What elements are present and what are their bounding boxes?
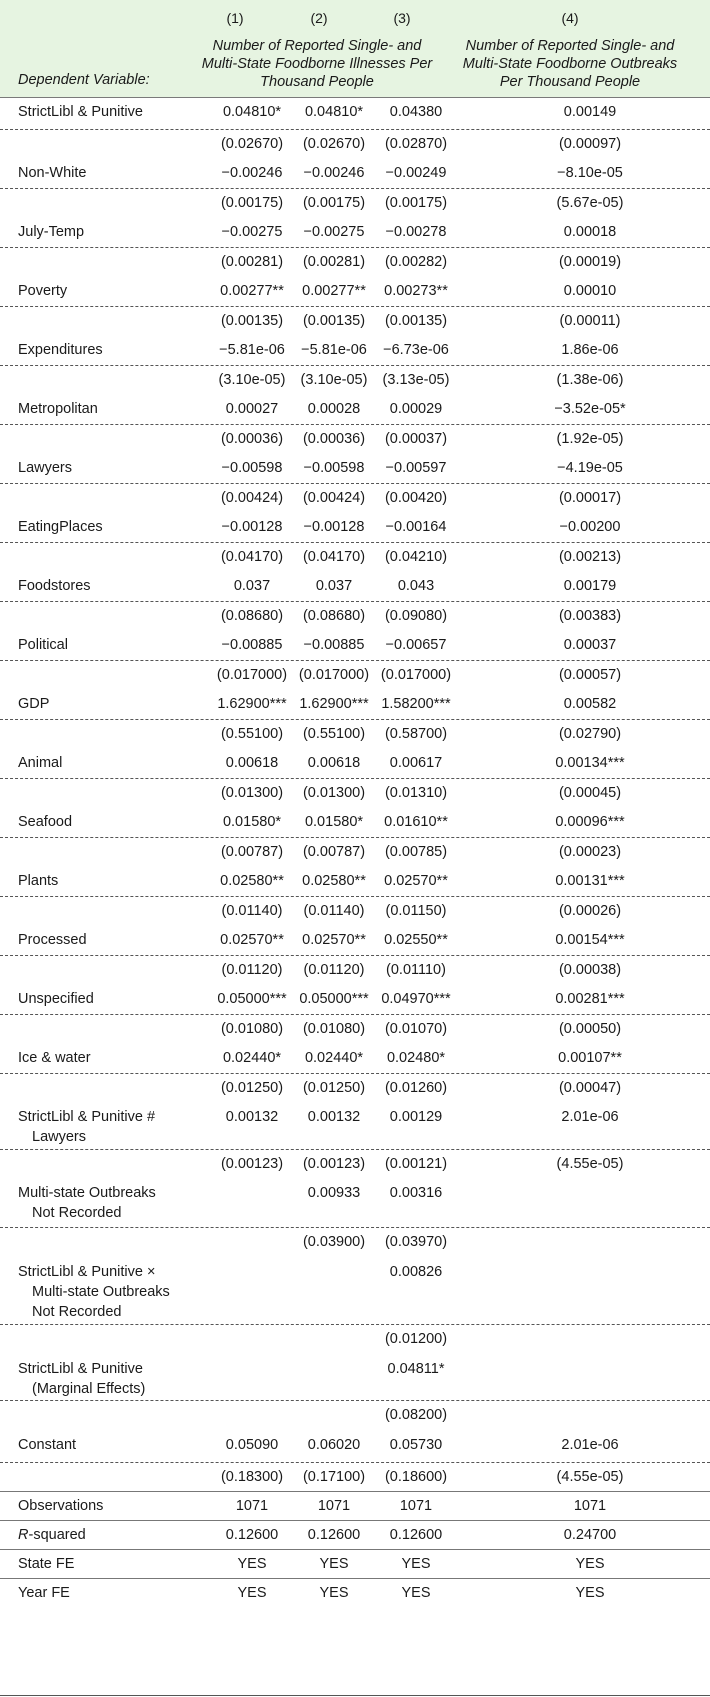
cell-col-4: 0.24700 [563, 1527, 617, 1543]
cell-col-1: 1071 [235, 1498, 269, 1514]
cell-col-4: 0.00134*** [555, 755, 625, 771]
row-label [18, 102, 143, 122]
cell-col-4: YES [575, 1556, 605, 1572]
cell-col-1: 0.02580** [220, 873, 284, 889]
cell-col-4: (0.00038) [558, 962, 622, 978]
row-label-line: Unspecified [18, 991, 94, 1007]
cell-col-3: (0.00785) [384, 844, 448, 860]
row-label-line: Ice & water [18, 1050, 91, 1066]
table-row [0, 1178, 710, 1228]
cell-col-4: 0.00037 [563, 637, 617, 653]
cell-col-1: (0.01080) [220, 1021, 284, 1037]
cell-col-4: 0.00107** [558, 1050, 622, 1066]
cell-col-4: 2.01e-06 [561, 1437, 619, 1453]
cell-col-1: (0.00175) [220, 195, 284, 211]
row-label [18, 163, 87, 183]
cell-col-1: (0.01140) [221, 903, 283, 919]
cell-col-2: (0.017000) [298, 667, 370, 683]
cell-col-3: 0.00029 [389, 401, 443, 417]
cell-col-2: −0.00128 [303, 519, 365, 535]
cell-col-2: (0.01080) [302, 1021, 366, 1037]
cell-col-1: (0.00135) [220, 313, 284, 329]
row-label-line: Political [18, 637, 68, 653]
table-row [0, 866, 710, 897]
cell-col-1: YES [237, 1556, 267, 1572]
se-row [0, 1149, 710, 1178]
row-label-line: Poverty [18, 283, 68, 299]
cell-col-2: (0.02670) [302, 136, 366, 152]
cell-col-4: (0.00213) [558, 549, 622, 565]
cell-col-1: (0.04170) [220, 549, 284, 565]
cell-col-4: (0.00047) [558, 1080, 622, 1096]
cell-col-1: (0.00424) [220, 490, 284, 506]
cell-col-2: 0.01580* [304, 814, 364, 830]
cell-col-2: −0.00275 [303, 224, 365, 240]
table-row [0, 335, 710, 366]
cell-col-3: −0.00278 [385, 224, 447, 240]
cell-col-1: (0.01250) [220, 1080, 284, 1096]
se-row [0, 837, 710, 866]
cell-col-3: (0.01310) [384, 785, 448, 801]
cell-col-4: (0.00097) [558, 136, 622, 152]
table-row [0, 925, 710, 956]
row-label-line: Metropolitan [18, 401, 98, 417]
row-label [18, 930, 87, 950]
cell-col-2: 0.00132 [307, 1109, 361, 1125]
table-row [0, 1354, 710, 1401]
cell-col-3: 0.02550** [384, 932, 448, 948]
table-row [0, 1491, 710, 1521]
se-row [0, 955, 710, 984]
cell-col-1: 0.01580* [222, 814, 282, 830]
row-label [18, 753, 62, 773]
illnesses-header: Number of Reported Single- and Multi-State Foodborne Illnesses Per Thousand People [201, 38, 433, 90]
cell-col-1: −0.00885 [221, 637, 283, 653]
cell-col-4: (0.00057) [558, 667, 622, 683]
cell-col-3: 0.00826 [389, 1264, 443, 1280]
cell-col-2: 0.12600 [307, 1527, 361, 1543]
se-row [0, 1324, 710, 1354]
cell-col-3: (0.00282) [384, 254, 448, 270]
cell-col-3: (0.01110) [386, 962, 446, 978]
row-label-line: StrictLibl & Punitive [18, 104, 143, 120]
col-4-number: (4) [561, 10, 579, 26]
row-label [18, 635, 68, 655]
cell-col-4: 1.86e-06 [561, 342, 619, 358]
table-row [0, 1430, 710, 1463]
cell-col-2: 0.02440* [304, 1050, 364, 1066]
cell-col-3: (0.01150) [385, 903, 447, 919]
cell-col-1: −0.00598 [221, 460, 283, 476]
row-label-line: Year FE [18, 1585, 70, 1601]
row-label [18, 281, 67, 301]
cell-col-4: 0.00018 [563, 224, 617, 240]
row-label [18, 1048, 91, 1068]
cell-col-2: (0.08680) [302, 608, 366, 624]
cell-col-3: 0.04811* [387, 1361, 445, 1377]
table-row [0, 276, 710, 307]
cell-col-3: (0.017000) [380, 667, 452, 683]
row-label [18, 1554, 74, 1574]
cell-col-2: 0.02570** [302, 932, 366, 948]
cell-col-1: 0.04810* [222, 104, 282, 120]
cell-col-3: −6.73e-06 [383, 342, 449, 358]
cell-col-2: (0.00135) [302, 313, 366, 329]
se-row [0, 1073, 710, 1102]
cell-col-2: (0.01120) [303, 962, 365, 978]
table-bottom-rule [0, 1695, 710, 1696]
cell-col-3: (0.58700) [384, 726, 448, 742]
cell-col-4: 0.00154*** [555, 932, 625, 948]
cell-col-2: (0.00424) [302, 490, 366, 506]
se-row [0, 365, 710, 394]
cell-col-2: (0.00036) [302, 431, 366, 447]
row-label [18, 989, 94, 1009]
table-row [0, 217, 710, 248]
table-row [0, 984, 710, 1015]
table-row [0, 807, 710, 838]
row-label [18, 222, 84, 242]
row-label [18, 694, 49, 714]
row-label [18, 1435, 76, 1455]
cell-col-3: 0.04970*** [381, 991, 451, 1007]
table-row [0, 1549, 710, 1579]
se-row [0, 1400, 710, 1430]
se-row [0, 306, 710, 335]
cell-col-4: (0.00050) [558, 1021, 622, 1037]
cell-col-2: 0.00277** [302, 283, 366, 299]
row-label [18, 1359, 145, 1399]
table-row [0, 1102, 710, 1150]
cell-col-4: −4.19e-05 [557, 460, 623, 476]
cell-col-2: −0.00885 [303, 637, 365, 653]
row-label [18, 576, 91, 596]
cell-col-1: (0.00123) [220, 1156, 284, 1172]
cell-col-2: (0.04170) [302, 549, 366, 565]
cell-col-4: (0.00017) [558, 490, 622, 506]
cell-col-1: −0.00275 [221, 224, 283, 240]
cell-col-1: −0.00246 [221, 165, 283, 181]
row-label [18, 340, 103, 360]
cell-col-2: 0.00028 [307, 401, 361, 417]
cell-col-3: 0.00273** [384, 283, 448, 299]
cell-col-1: (0.18300) [220, 1469, 284, 1485]
cell-col-4: 2.01e-06 [561, 1109, 619, 1125]
cell-col-4: 0.00179 [563, 578, 617, 594]
outbreaks-header: Number of Reported Single- and Multi-State Foodborne Outbreaks Per Thousand People [462, 38, 678, 90]
cell-col-3: (0.01200) [384, 1331, 448, 1347]
cell-col-4: 0.00149 [563, 104, 617, 120]
cell-col-4: 0.00096*** [555, 814, 625, 830]
table-row [0, 689, 710, 720]
row-label [18, 812, 72, 832]
col-3-number: (3) [393, 10, 411, 26]
row-label-line: R-squared [18, 1527, 86, 1543]
cell-col-1: 1.62900*** [217, 696, 287, 712]
cell-col-1: (0.00281) [220, 254, 284, 270]
cell-col-2: (0.01300) [302, 785, 366, 801]
se-row [0, 247, 710, 276]
cell-col-2: (0.01140) [303, 903, 365, 919]
table-row [0, 1257, 710, 1325]
table-row [0, 512, 710, 543]
cell-col-3: (0.00420) [384, 490, 448, 506]
row-label [18, 1525, 86, 1545]
cell-col-4: 1071 [573, 1498, 607, 1514]
cell-col-1: (0.00036) [220, 431, 284, 447]
cell-col-1: (0.01300) [220, 785, 284, 801]
cell-col-4: −0.00200 [559, 519, 621, 535]
cell-col-3: (0.09080) [384, 608, 448, 624]
cell-col-3: (0.01260) [384, 1080, 448, 1096]
cell-col-1: (0.017000) [216, 667, 288, 683]
cell-col-2: YES [319, 1556, 349, 1572]
row-label-line: Processed [18, 932, 87, 948]
cell-col-4: (4.55e-05) [556, 1156, 624, 1172]
row-label-line: GDP [18, 696, 50, 712]
row-label [18, 1496, 103, 1516]
se-row [0, 778, 710, 807]
row-label-line: Observations [18, 1498, 104, 1514]
cell-col-3: (0.08200) [384, 1407, 448, 1423]
cell-col-2: 0.00933 [307, 1185, 361, 1201]
cell-col-3: 0.01610** [384, 814, 448, 830]
cell-col-4: (4.55e-05) [556, 1469, 624, 1485]
cell-col-2: −5.81e-06 [301, 342, 367, 358]
table-row [0, 394, 710, 425]
row-label-line: Multi-state Outbreaks [32, 1284, 170, 1300]
cell-col-2: 1.62900*** [299, 696, 369, 712]
row-label-line: Foodstores [18, 578, 91, 594]
cell-col-2: YES [319, 1585, 349, 1601]
row-label-line: July-Temp [18, 224, 85, 240]
cell-col-2: 0.06020 [307, 1437, 361, 1453]
cell-col-2: (3.10e-05) [300, 372, 368, 388]
cell-col-1: −0.00128 [221, 519, 283, 535]
cell-col-4: 0.00281*** [555, 991, 625, 1007]
row-label-line: Non-White [18, 165, 87, 181]
table-row [0, 571, 710, 602]
cell-col-1: 0.02440* [222, 1050, 282, 1066]
row-label [18, 871, 58, 891]
cell-col-3: −0.00597 [385, 460, 447, 476]
cell-col-3: 0.05730 [389, 1437, 443, 1453]
col-1-number: (1) [226, 10, 244, 26]
cell-col-3: (0.18600) [384, 1469, 448, 1485]
cell-col-3: 0.12600 [389, 1527, 443, 1543]
row-label-line: Multi-state Outbreaks [18, 1185, 156, 1201]
cell-col-2: 0.00618 [307, 755, 361, 771]
table-row [0, 453, 710, 484]
cell-col-4: (1.38e-06) [556, 372, 624, 388]
table-row [0, 1043, 710, 1074]
row-label-line: Animal [18, 755, 63, 771]
cell-col-3: 0.02570** [384, 873, 448, 889]
cell-col-2: (0.00123) [302, 1156, 366, 1172]
cell-col-4: 0.00010 [563, 283, 617, 299]
cell-col-1: 0.037 [233, 578, 271, 594]
se-row [0, 542, 710, 571]
cell-col-3: (3.13e-05) [382, 372, 450, 388]
row-label-line: (Marginal Effects) [32, 1381, 146, 1397]
se-row [0, 129, 710, 158]
cell-col-3: (0.01070) [384, 1021, 448, 1037]
cell-col-2: 0.037 [315, 578, 353, 594]
cell-col-1: (0.55100) [220, 726, 284, 742]
row-label-line: StrictLibl & Punitive [18, 1361, 143, 1377]
cell-col-1: (0.08680) [220, 608, 284, 624]
row-label [18, 399, 98, 419]
se-row [0, 601, 710, 630]
table-row [0, 748, 710, 779]
se-row [0, 1227, 710, 1257]
cell-col-2: (0.55100) [302, 726, 366, 742]
se-row [0, 660, 710, 689]
cell-col-2: (0.00281) [302, 254, 366, 270]
cell-col-3: −0.00249 [385, 165, 447, 181]
row-label-line: Plants [18, 873, 59, 889]
cell-col-2: 0.05000*** [299, 991, 369, 1007]
cell-col-4: −8.10e-05 [557, 165, 623, 181]
row-label-line: Expenditures [18, 342, 103, 358]
row-label [18, 517, 103, 537]
row-label-line: Seafood [18, 814, 73, 830]
cell-col-4: (0.00045) [558, 785, 622, 801]
cell-col-2: (0.03900) [302, 1234, 366, 1250]
cell-col-2: (0.00175) [302, 195, 366, 211]
cell-col-1: (0.02670) [220, 136, 284, 152]
cell-col-2: 0.02580** [302, 873, 366, 889]
cell-col-2: (0.00787) [302, 844, 366, 860]
table-row [0, 1520, 710, 1550]
cell-col-1: (0.00787) [220, 844, 284, 860]
cell-col-4: (5.67e-05) [556, 195, 624, 211]
cell-col-1: 0.00027 [225, 401, 279, 417]
row-label-line: Lawyers [18, 460, 72, 476]
cell-col-4: (0.00019) [558, 254, 622, 270]
table-header [0, 0, 710, 98]
cell-col-4: 0.00131*** [555, 873, 625, 889]
cell-col-1: 0.05090 [225, 1437, 279, 1453]
cell-col-3: (0.03970) [384, 1234, 448, 1250]
row-label-line: State FE [18, 1556, 75, 1572]
cell-col-3: (0.00135) [384, 313, 448, 329]
dependent-variable-label: Dependent Variable: [18, 72, 150, 88]
cell-col-1: (3.10e-05) [218, 372, 286, 388]
cell-col-1: 0.00132 [225, 1109, 279, 1125]
row-label-line: StrictLibl & Punitive × [18, 1264, 156, 1280]
cell-col-4: (0.00383) [558, 608, 622, 624]
cell-col-1: 0.02570** [220, 932, 284, 948]
cell-col-1: −5.81e-06 [219, 342, 285, 358]
row-label [18, 1107, 155, 1147]
cell-col-2: 1071 [317, 1498, 351, 1514]
cell-col-2: (0.17100) [302, 1469, 366, 1485]
cell-col-4: 0.00582 [563, 696, 617, 712]
se-row [0, 483, 710, 512]
cell-col-3: −0.00164 [385, 519, 447, 535]
cell-col-2: 0.04810* [304, 104, 364, 120]
cell-col-3: −0.00657 [385, 637, 447, 653]
cell-col-2: (0.01250) [302, 1080, 366, 1096]
cell-col-1: 0.00277** [220, 283, 284, 299]
se-row [0, 1462, 710, 1492]
cell-col-3: 1.58200*** [381, 696, 451, 712]
cell-col-4: (0.00023) [558, 844, 622, 860]
cell-col-3: 0.043 [397, 578, 435, 594]
cell-col-1: 0.12600 [225, 1527, 279, 1543]
cell-col-3: 0.02480* [386, 1050, 446, 1066]
cell-col-3: (0.00175) [384, 195, 448, 211]
cell-col-3: (0.02870) [384, 136, 448, 152]
cell-col-2: −0.00598 [303, 460, 365, 476]
cell-col-1: 0.05000*** [217, 991, 287, 1007]
cell-col-2: −0.00246 [303, 165, 365, 181]
se-row [0, 188, 710, 217]
row-label-line: Lawyers [32, 1129, 86, 1145]
cell-col-1: 0.00618 [225, 755, 279, 771]
se-row [0, 896, 710, 925]
row-label [18, 1183, 156, 1223]
table-row [0, 158, 710, 189]
row-label [18, 1583, 70, 1603]
row-label-line: Constant [18, 1437, 77, 1453]
row-label-line: EatingPlaces [18, 519, 103, 535]
row-label-line: StrictLibl & Punitive # [18, 1109, 156, 1125]
se-row [0, 719, 710, 748]
se-row [0, 1014, 710, 1043]
cell-col-4: (0.02790) [558, 726, 622, 742]
row-label [18, 1262, 170, 1322]
table-row [0, 630, 710, 661]
row-label-line: Not Recorded [32, 1205, 122, 1221]
cell-col-3: 1071 [399, 1498, 433, 1514]
row-label-line: Not Recorded [32, 1304, 122, 1320]
cell-col-3: (0.04210) [384, 549, 448, 565]
cell-col-4: (0.00026) [558, 903, 622, 919]
cell-col-4: (0.00011) [559, 313, 621, 329]
cell-col-3: (0.00121) [384, 1156, 448, 1172]
cell-col-3: 0.00129 [389, 1109, 443, 1125]
cell-col-1: YES [237, 1585, 267, 1601]
cell-col-3: 0.04380 [389, 104, 443, 120]
cell-col-3: YES [401, 1556, 431, 1572]
cell-col-3: YES [401, 1585, 431, 1601]
table-row [0, 1578, 710, 1608]
cell-col-4: YES [575, 1585, 605, 1601]
cell-col-3: 0.00316 [389, 1185, 443, 1201]
se-row [0, 424, 710, 453]
table-row [0, 97, 710, 130]
cell-col-3: 0.00617 [389, 755, 443, 771]
cell-col-1: (0.01120) [221, 962, 283, 978]
cell-col-3: (0.00037) [384, 431, 448, 447]
cell-col-4: −3.52e-05* [554, 401, 626, 417]
row-label [18, 458, 72, 478]
col-2-number: (2) [310, 10, 328, 26]
cell-col-4: (1.92e-05) [556, 431, 624, 447]
